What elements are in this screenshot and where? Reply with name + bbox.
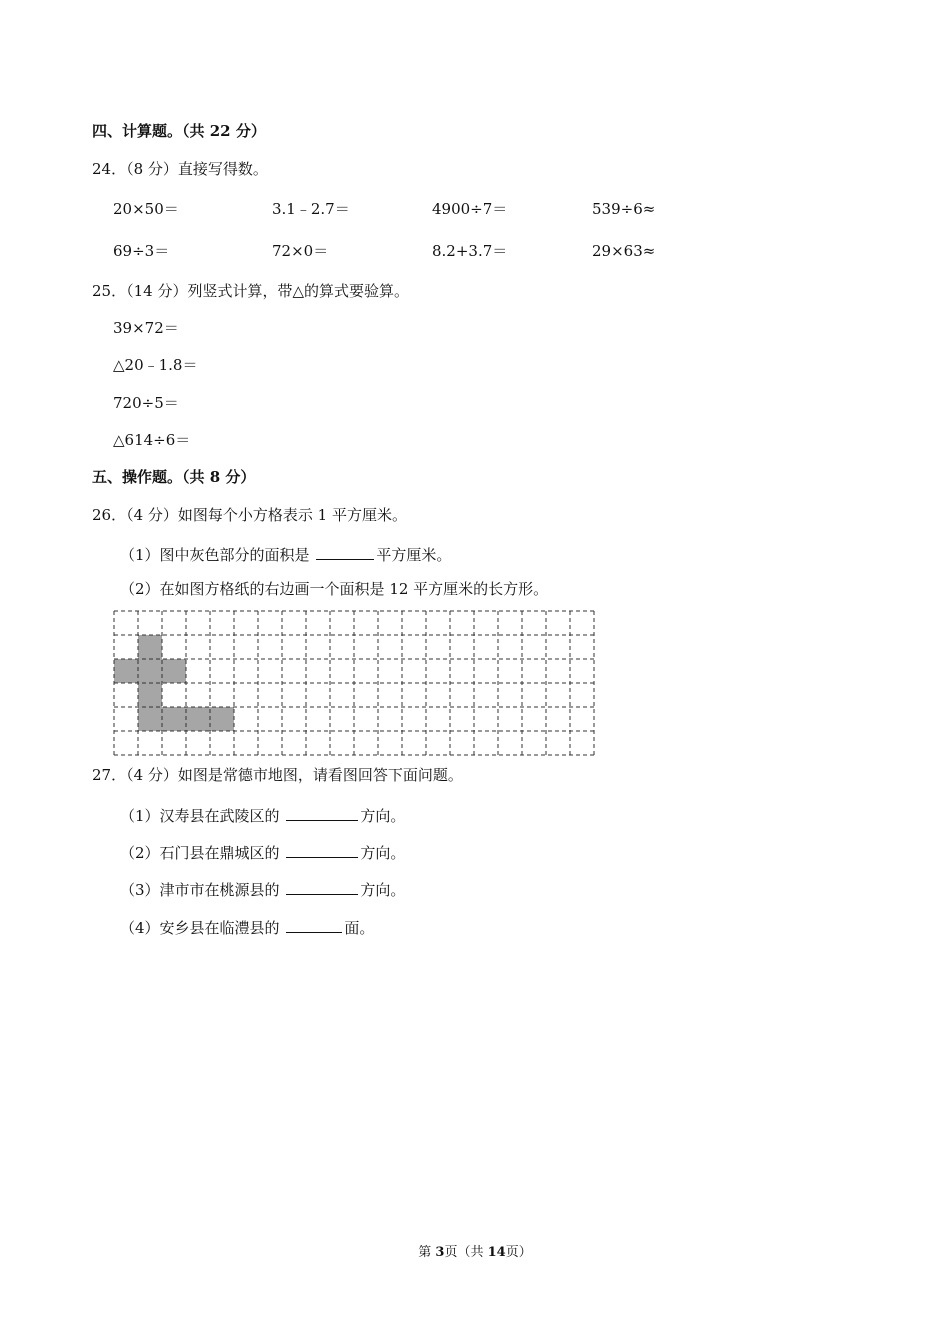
q24-expr-3: 4900÷7＝ xyxy=(432,200,508,218)
footer-middle: 页（共 xyxy=(444,1245,488,1260)
q27-part-3-text: （3）津市市在桃源县的 xyxy=(120,881,280,899)
q26-part-1-unit: 平方厘米。 xyxy=(376,546,452,564)
shaded-cell xyxy=(186,707,210,731)
q27-answer-blank-4[interactable] xyxy=(286,918,342,933)
q27-part-4-unit: 面。 xyxy=(344,919,375,937)
section-5-title: 五、操作题。（共 8 分） xyxy=(92,468,256,486)
q24-expr-5: 69÷3＝ xyxy=(113,242,170,260)
q26-part-2: （2）在如图方格纸的右边画一个面积是 12 平方厘米的长方形。 xyxy=(120,580,549,598)
q26-part-1 xyxy=(120,545,451,563)
q24-expr-4: 539÷6≈ xyxy=(592,200,656,218)
footer-prefix: 第 xyxy=(418,1245,436,1260)
q27-stem: 27．（4 分）如图是常德市地图，请看图回答下面问题。 xyxy=(92,766,463,784)
q24-expr-8: 29×63≈ xyxy=(592,242,656,260)
q24-expr-1: 20×50＝ xyxy=(113,200,179,218)
q27-part-1-text: （1）汉寿县在武陵区的 xyxy=(120,807,280,825)
q27-answer-blank-1[interactable] xyxy=(286,806,358,821)
q26-stem: 26．（4 分）如图每个小方格表示 1 平方厘米。 xyxy=(92,506,407,524)
q27-answer-blank-2[interactable] xyxy=(286,843,358,858)
footer-page-number: 3 xyxy=(435,1245,445,1260)
shaded-cell xyxy=(138,683,162,707)
shaded-cell xyxy=(162,659,186,683)
footer-total-pages: 14 xyxy=(487,1245,506,1260)
q27-part-2-unit: 方向。 xyxy=(360,844,406,862)
q27-part-3-unit: 方向。 xyxy=(360,881,406,899)
shaded-cell xyxy=(138,635,162,659)
q27-part-1 xyxy=(120,806,405,824)
q26-part-1-text: （1）图中灰色部分的面积是 xyxy=(120,546,310,564)
q25-stem: 25．（14 分）列竖式计算，带△的算式要验算。 xyxy=(92,282,409,300)
shaded-cell xyxy=(210,707,234,731)
q25-item-2: △20﹣1.8＝ xyxy=(113,356,198,374)
q25-item-1: 39×72＝ xyxy=(113,319,179,337)
q24-expr-2: 3.1﹣2.7＝ xyxy=(272,200,350,218)
shaded-cell xyxy=(138,659,162,683)
q27-answer-blank-3[interactable] xyxy=(286,880,358,895)
shaded-cell xyxy=(138,707,162,731)
q24-expr-6: 72×0＝ xyxy=(272,242,329,260)
q27-part-4-text: （4）安乡县在临澧县的 xyxy=(120,919,280,937)
q24-expr-7: 8.2+3.7＝ xyxy=(432,242,508,260)
q27-part-4 xyxy=(120,918,374,936)
q26-answer-blank-1[interactable] xyxy=(316,545,374,560)
section-4-title: 四、计算题。（共 22 分） xyxy=(92,122,266,140)
q24-stem: 24．（8 分）直接写得数。 xyxy=(92,160,268,178)
q25-item-4: △614÷6＝ xyxy=(113,431,191,449)
q25-item-3: 720÷5＝ xyxy=(113,394,179,412)
q27-part-3 xyxy=(120,880,405,898)
square-grid[interactable] xyxy=(113,610,597,756)
q27-part-2-text: （2）石门县在鼎城区的 xyxy=(120,844,280,862)
shaded-cell xyxy=(114,659,138,683)
footer-suffix: 页） xyxy=(505,1245,532,1260)
q27-part-2 xyxy=(120,843,405,861)
page-footer xyxy=(0,1246,950,1259)
shaded-cell xyxy=(162,707,186,731)
q27-part-1-unit: 方向。 xyxy=(360,807,406,825)
